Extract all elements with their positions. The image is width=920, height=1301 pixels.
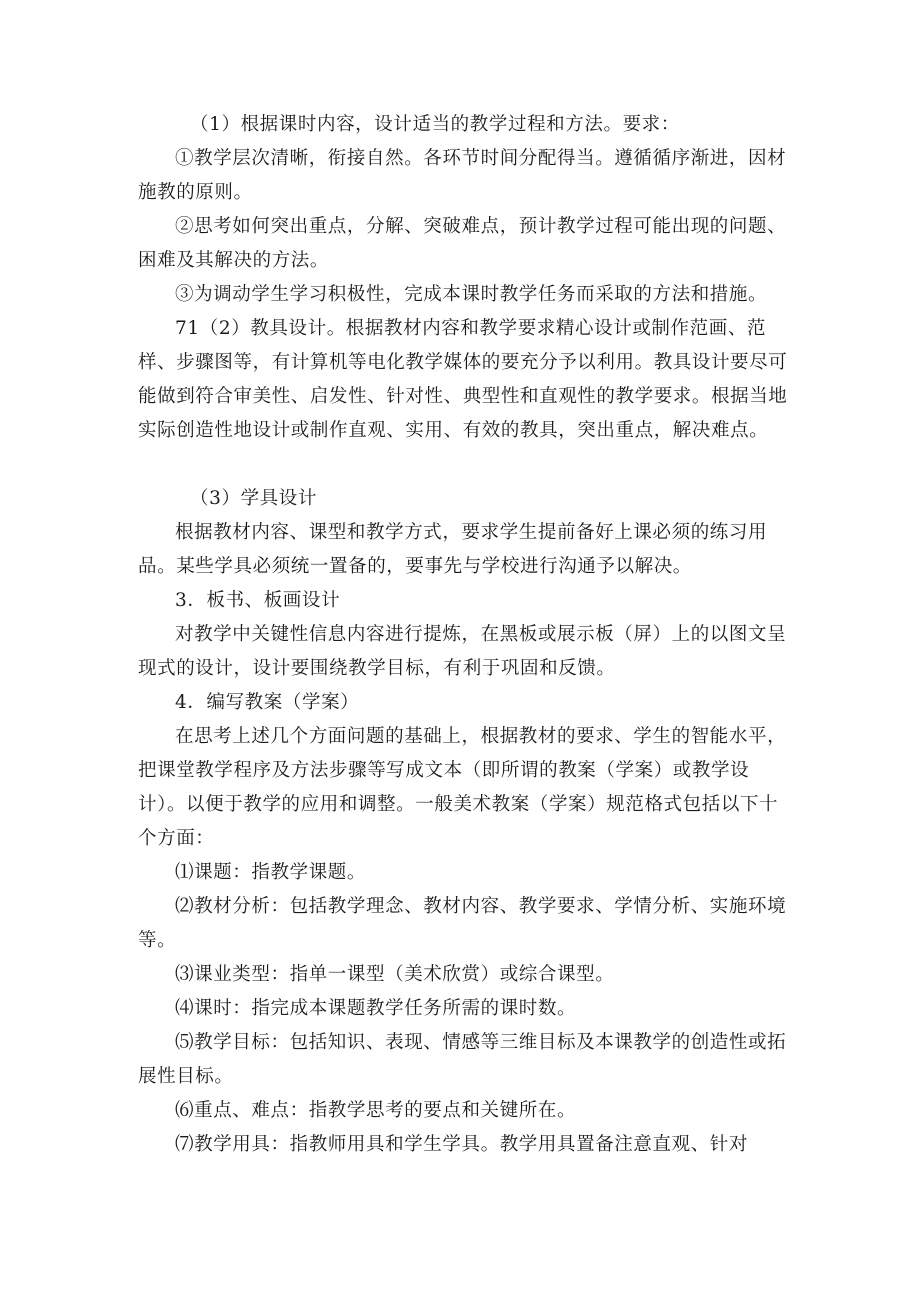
heading-blackboard-design: 3．板书、板画设计: [175, 590, 341, 611]
paragraph-requirement-2: ②思考如何突出重点，分解、突破难点，预计教学过程可能出现的问题、困难及其解决的方法。: [138, 216, 787, 271]
list-item-class-hours: ⑷课时：指完成本课题教学任务所需的课时数。: [175, 998, 577, 1019]
paragraph-process-method: （1）根据课时内容，设计适当的教学过程和方法。要求：: [190, 114, 680, 135]
list-item-lesson-type: ⑶课业类型：指单一课型（美术欣赏）或综合课型。: [175, 964, 615, 985]
paragraph-requirement-3: ③为调动学生学习积极性，完成本课时教学任务而采取的方法和措施。: [175, 284, 768, 305]
list-item-topic: ⑴课题：指教学课题。: [175, 862, 367, 883]
heading-learning-aids: （3）学具设计: [190, 488, 317, 509]
paragraph-learning-aids: 根据教材内容、课型和教学方式，要求学生提前备好上课必须的练习用品。某些学具必须统一置备的，要事先与学校进行沟通予以解决。: [138, 522, 768, 577]
paragraph-teaching-aids: 71（2）教具设计。根据教材内容和教学要求精心设计或制作范画、范样、步骤图等，有计算机等电化教学媒体的要充分予以利用。教具设计要尽可能做到符合审美性、启发性、针对性、典型性和直观性的教学要求。根据当地实际创造性地设计或制作直观、实用、有效的教具，突出重点，解决难点。: [138, 318, 788, 441]
heading-lesson-plan: 4．编写教案（学案）: [175, 692, 360, 713]
list-item-teaching-goals: ⑸教学目标：包括知识、表现、情感等三维目标及本课教学的创造性或拓展性目标。: [138, 1032, 787, 1087]
paragraph-blackboard-design: 对教学中关键性信息内容进行提炼，在黑板或展示板（屏）上的以图文呈现式的设计，设计要围绕教学目标，有利于巩固和反馈。: [138, 624, 787, 679]
paragraph-lesson-plan: 在思考上述几个方面问题的基础上，根据教材的要求、学生的智能水平，把课堂教学程序及方法步骤等写成文本（即所谓的教案（学案）或教学设计）。以便于教学的应用和调整。一般美术教案（学案）规范格式包括以下十个方面：: [138, 726, 787, 849]
list-item-material-analysis: ⑵教材分析：包括教学理念、教材内容、教学要求、学情分析、实施环境等。: [138, 896, 787, 951]
paragraph-requirement-1: ①教学层次清晰，衔接自然。各环节时间分配得当。遵循循序渐进，因材施教的原则。: [138, 148, 787, 203]
list-item-teaching-tools: ⑺教学用具：指教师用具和学生学具。教学用具置备注意直观、针对: [175, 1134, 749, 1155]
list-item-key-points: ⑹重点、难点：指教学思考的要点和关键所在。: [175, 1100, 577, 1121]
